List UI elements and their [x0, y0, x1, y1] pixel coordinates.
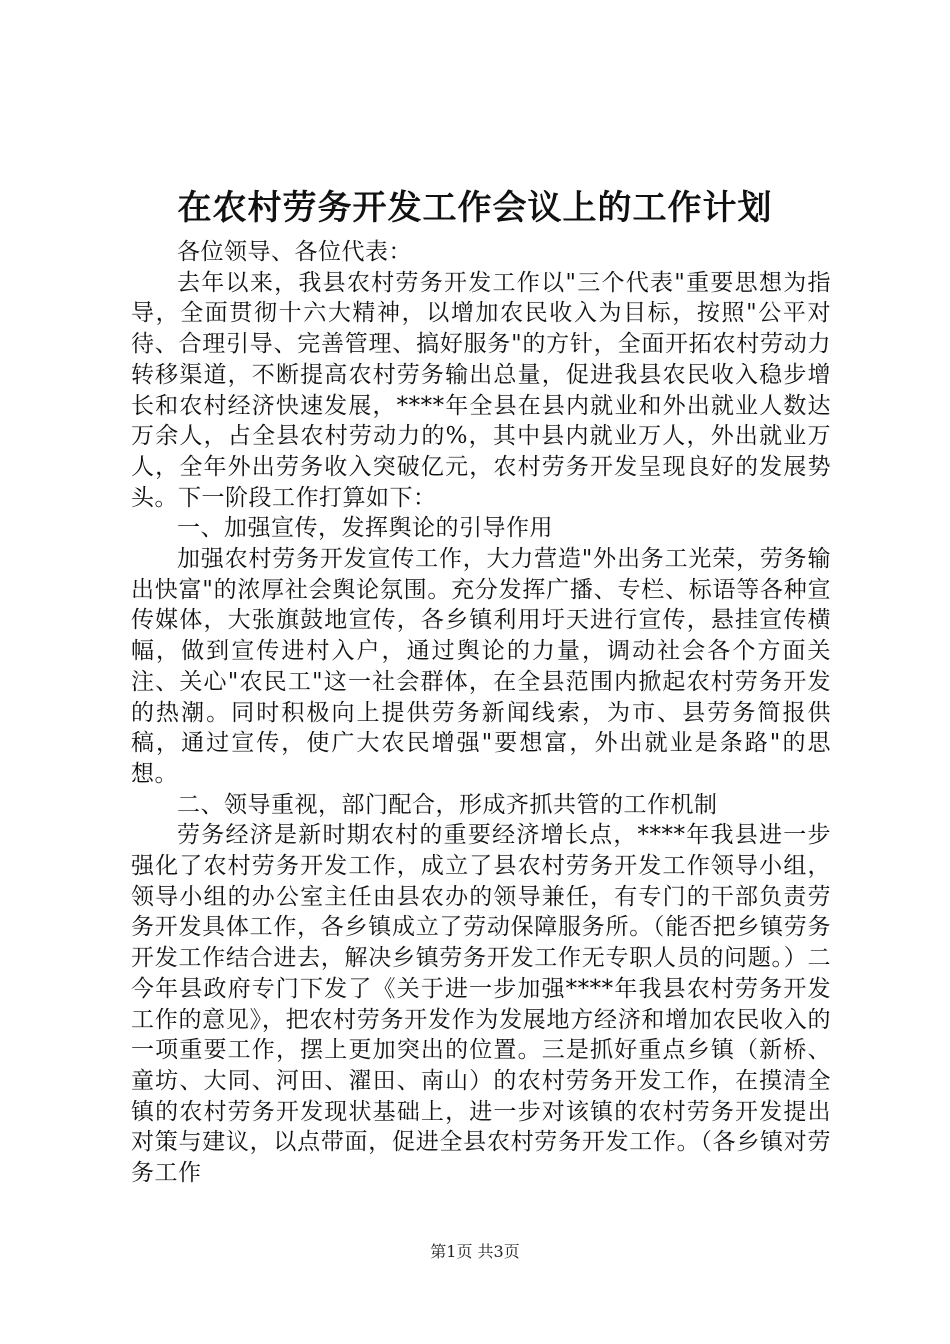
section-heading-1: 一、加强宣传，发挥舆论的引导作用: [177, 515, 553, 542]
section-1-paragraph: 加强农村劳务开发宣传工作，大力营造"外出务工光荣，劳务输出快富"的浓厚社会舆论氛围。充分发挥广播、专栏、标语等各种宣传媒体，大张旗鼓地宣传，各乡镇利用圩天进行宣传，悬挂宣传横幅，做到宣传进村入户，通过舆论的力量，调动社会各个方面关注、关心"农民工"这一社会群体，在全县范围内掀起农村劳务开发的热潮。同时积极向上提供劳务新闻线索，为市、县劳务简报供稿，通过宣传，使广大农民增强"要想富，外出就业是条路"的思想。: [131, 546, 831, 787]
section-2-paragraph: 劳务经济是新时期农村的重要经济增长点，****年我县进一步强化了农村劳务开发工作，成立了县农村劳务开发工作领导小组，领导小组的办公室主任由县农办的领导兼任，有专门的干部负责劳务开发具体工作，各乡镇成立了劳动保障服务所。（能否把乡镇劳务开发工作结合进去，解决乡镇劳务开发工作无专职人员的问题。）二今年县政府专门下发了《关于进一步加强****年我县农村劳务开发工作的意见》，把农村劳务开发作为发展地方经济和增加农民收入的一项重要工作，摆上更加突出的位置。三是抓好重点乡镇（新桥、童坊、大同、河田、濯田、南山）的农村劳务开发工作，在摸清全镇的农村劳务开发现状基础上，进一步对该镇的农村劳务开发提出对策与建议，以点带面，促进全县农村劳务开发工作。（各乡镇对劳务工作: [131, 822, 831, 1187]
page-footer: [0, 1240, 950, 1264]
salutation: 各位领导、各位代表：: [177, 239, 412, 265]
page-number: 第1页 共3页: [430, 1242, 520, 1261]
document-title: 在农村劳务开发工作会议上的工作计划: [177, 188, 773, 228]
section-heading-2: 二、领导重视，部门配合，形成齐抓共管的工作机制: [177, 791, 718, 818]
document-body: [131, 237, 831, 1189]
intro-paragraph: 去年以来，我县农村劳务开发工作以"三个代表"重要思想为指导，全面贯彻十六大精神，以增加农民收入为目标，按照"公平对待、合理引导、完善管理、搞好服务"的方针，全面开拓农村劳动力转移渠道，不断提高农村劳务输出总量，促进我县农民收入稳步增长和农村经济快速发展，****年全县在县内就业和外出就业人数达万余人，占全县农村劳动力的%，其中县内就业万人，外出就业万人，全年外出劳务收入突破亿元，农村劳务开发呈现良好的发展势头。下一阶段工作打算如下：: [131, 269, 831, 511]
